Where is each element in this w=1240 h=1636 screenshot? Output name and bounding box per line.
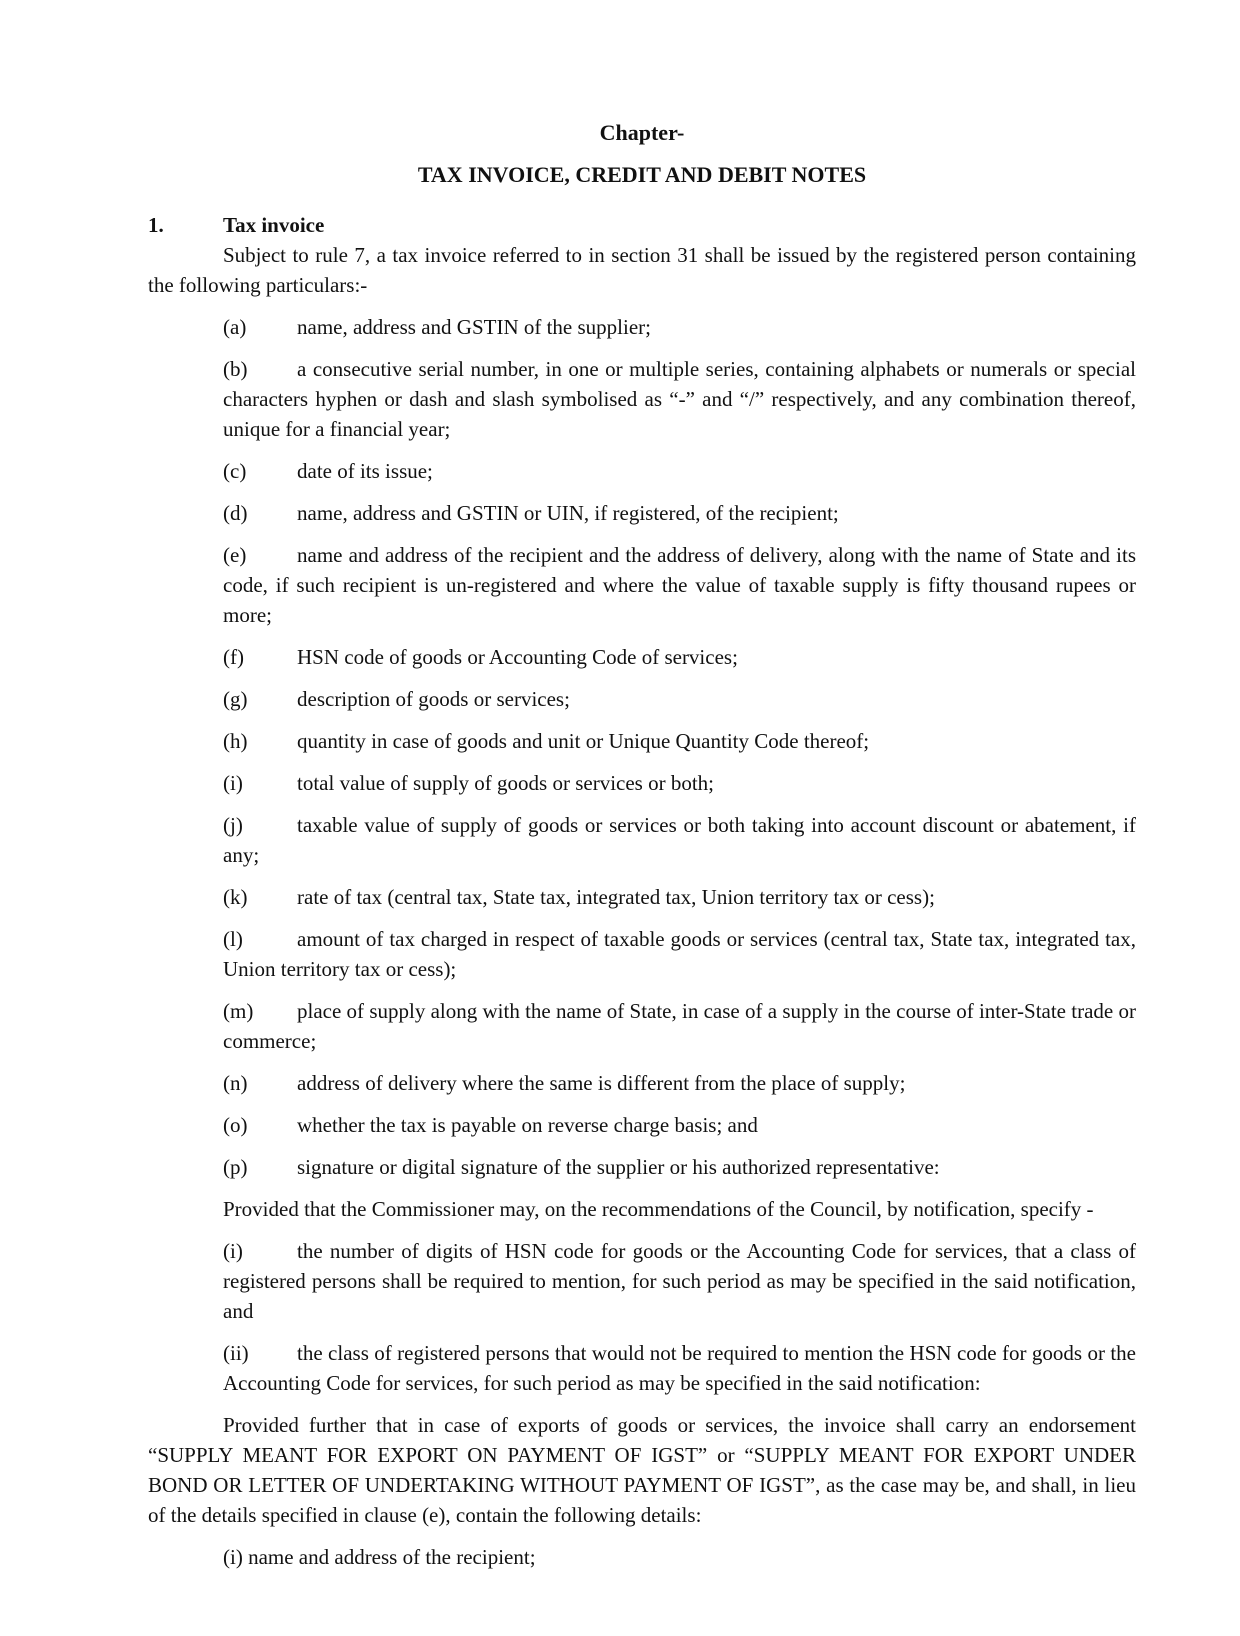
item-text: whether the tax is payable on reverse charge basis; and bbox=[297, 1113, 758, 1137]
particulars-list bbox=[223, 312, 1136, 1398]
item-text: the number of digits of HSN code for goods or the Accounting Code for services, that a class of registered persons shall be required to mention, for such period as may be specified in the said notification, and bbox=[223, 1239, 1136, 1323]
list-item bbox=[223, 726, 1136, 756]
item-text: address of delivery where the same is different from the place of supply; bbox=[297, 1071, 906, 1095]
item-text: place of supply along with the name of State, in case of a supply in the course of inter-State trade or commerce; bbox=[223, 999, 1136, 1053]
list-item bbox=[223, 354, 1136, 444]
item-text: total value of supply of goods or services or both; bbox=[297, 771, 715, 795]
item-text: the class of registered persons that would not be required to mention the HSN code for goods or the Accounting Code for services, for such period as may be specified in the said notification: bbox=[223, 1341, 1136, 1395]
item-label: (f) bbox=[223, 645, 244, 669]
list-item bbox=[223, 924, 1136, 984]
list-item bbox=[223, 684, 1136, 714]
item-label: (h) bbox=[223, 729, 248, 753]
list-item bbox=[223, 498, 1136, 528]
item-label: (g) bbox=[223, 687, 248, 711]
chapter-label: Chapter- bbox=[599, 120, 685, 145]
item-label: (b) bbox=[223, 357, 248, 381]
item-text: name, address and GSTIN or UIN, if registered, of the recipient; bbox=[297, 501, 839, 525]
list-item bbox=[223, 312, 1136, 342]
document-page bbox=[148, 118, 1136, 1572]
item-label: (k) bbox=[223, 885, 248, 909]
list-item bbox=[223, 1338, 1136, 1398]
section-heading bbox=[148, 210, 1136, 240]
item-label: (e) bbox=[223, 543, 247, 567]
list-item bbox=[223, 1068, 1136, 1098]
item-label: (p) bbox=[223, 1155, 248, 1179]
list-item bbox=[223, 540, 1136, 630]
list-item bbox=[223, 642, 1136, 672]
item-text: HSN code of goods or Accounting Code of services; bbox=[297, 645, 738, 669]
item-text: name, address and GSTIN of the supplier; bbox=[297, 315, 651, 339]
chapter-title: TAX INVOICE, CREDIT AND DEBIT NOTES bbox=[417, 162, 867, 187]
item-label: (i) bbox=[223, 771, 243, 795]
item-text: signature or digital signature of the supplier or his authorized representative: bbox=[297, 1155, 940, 1179]
section-number: 1. bbox=[148, 213, 164, 237]
list-item bbox=[223, 882, 1136, 912]
list-item: (i) name and address of the recipient; bbox=[223, 1545, 536, 1569]
section-title: Tax invoice bbox=[223, 213, 325, 237]
item-label: (i) bbox=[223, 1239, 243, 1263]
list-item bbox=[223, 1152, 1136, 1182]
item-label: (j) bbox=[223, 813, 243, 837]
list-item bbox=[223, 996, 1136, 1056]
item-label: (l) bbox=[223, 927, 243, 951]
item-text: description of goods or services; bbox=[297, 687, 570, 711]
item-label: (m) bbox=[223, 999, 254, 1023]
item-text: quantity in case of goods and unit or Unique Quantity Code thereof; bbox=[297, 729, 870, 753]
item-label: (a) bbox=[223, 315, 247, 339]
item-label: (d) bbox=[223, 501, 248, 525]
item-text: a consecutive serial number, in one or multiple series, containing alphabets or numerals or special characters hyphen or dash and slash symbolised as “-” and “/” respectively, and any combination thereof, unique for a financial year; bbox=[223, 357, 1136, 441]
item-label: (o) bbox=[223, 1113, 248, 1137]
item-text: amount of tax charged in respect of taxable goods or services (central tax, State tax, integrated tax, Union territory tax or cess); bbox=[223, 927, 1136, 981]
list-item bbox=[223, 810, 1136, 870]
proviso-further-paragraph: Provided further that in case of exports of goods or services, the invoice shall carry an endorsement “SUPPLY MEANT FOR EXPORT ON PAYMENT OF IGST” or “SUPPLY MEANT FOR EXPORT UNDER BOND OR LETTER OF UNDERTAKING WITHOUT PAYMENT OF IGST”, as the case may be, and shall, in lieu of the details specified in clause (e), contain the following details: bbox=[148, 1413, 1136, 1527]
list-item bbox=[223, 456, 1136, 486]
section-intro: Subject to rule 7, a tax invoice referred to in section 31 shall be issued by the registered person containing the following particulars:- bbox=[148, 243, 1136, 297]
item-text: date of its issue; bbox=[297, 459, 433, 483]
item-label: (n) bbox=[223, 1071, 248, 1095]
list-item bbox=[223, 768, 1136, 798]
proviso-paragraph: Provided that the Commissioner may, on the recommendations of the Council, by notification, specify - bbox=[223, 1197, 1094, 1221]
list-item bbox=[223, 1236, 1136, 1326]
item-text: rate of tax (central tax, State tax, integrated tax, Union territory tax or cess); bbox=[297, 885, 935, 909]
list-item bbox=[223, 1110, 1136, 1140]
item-label: (c) bbox=[223, 459, 247, 483]
item-text: taxable value of supply of goods or services or both taking into account discount or abatement, if any; bbox=[223, 813, 1136, 867]
item-label: (ii) bbox=[223, 1341, 249, 1365]
item-text: name and address of the recipient and the address of delivery, along with the name of State and its code, if such recipient is un-registered and where the value of taxable supply is fifty thousand rupees or more; bbox=[223, 543, 1136, 627]
